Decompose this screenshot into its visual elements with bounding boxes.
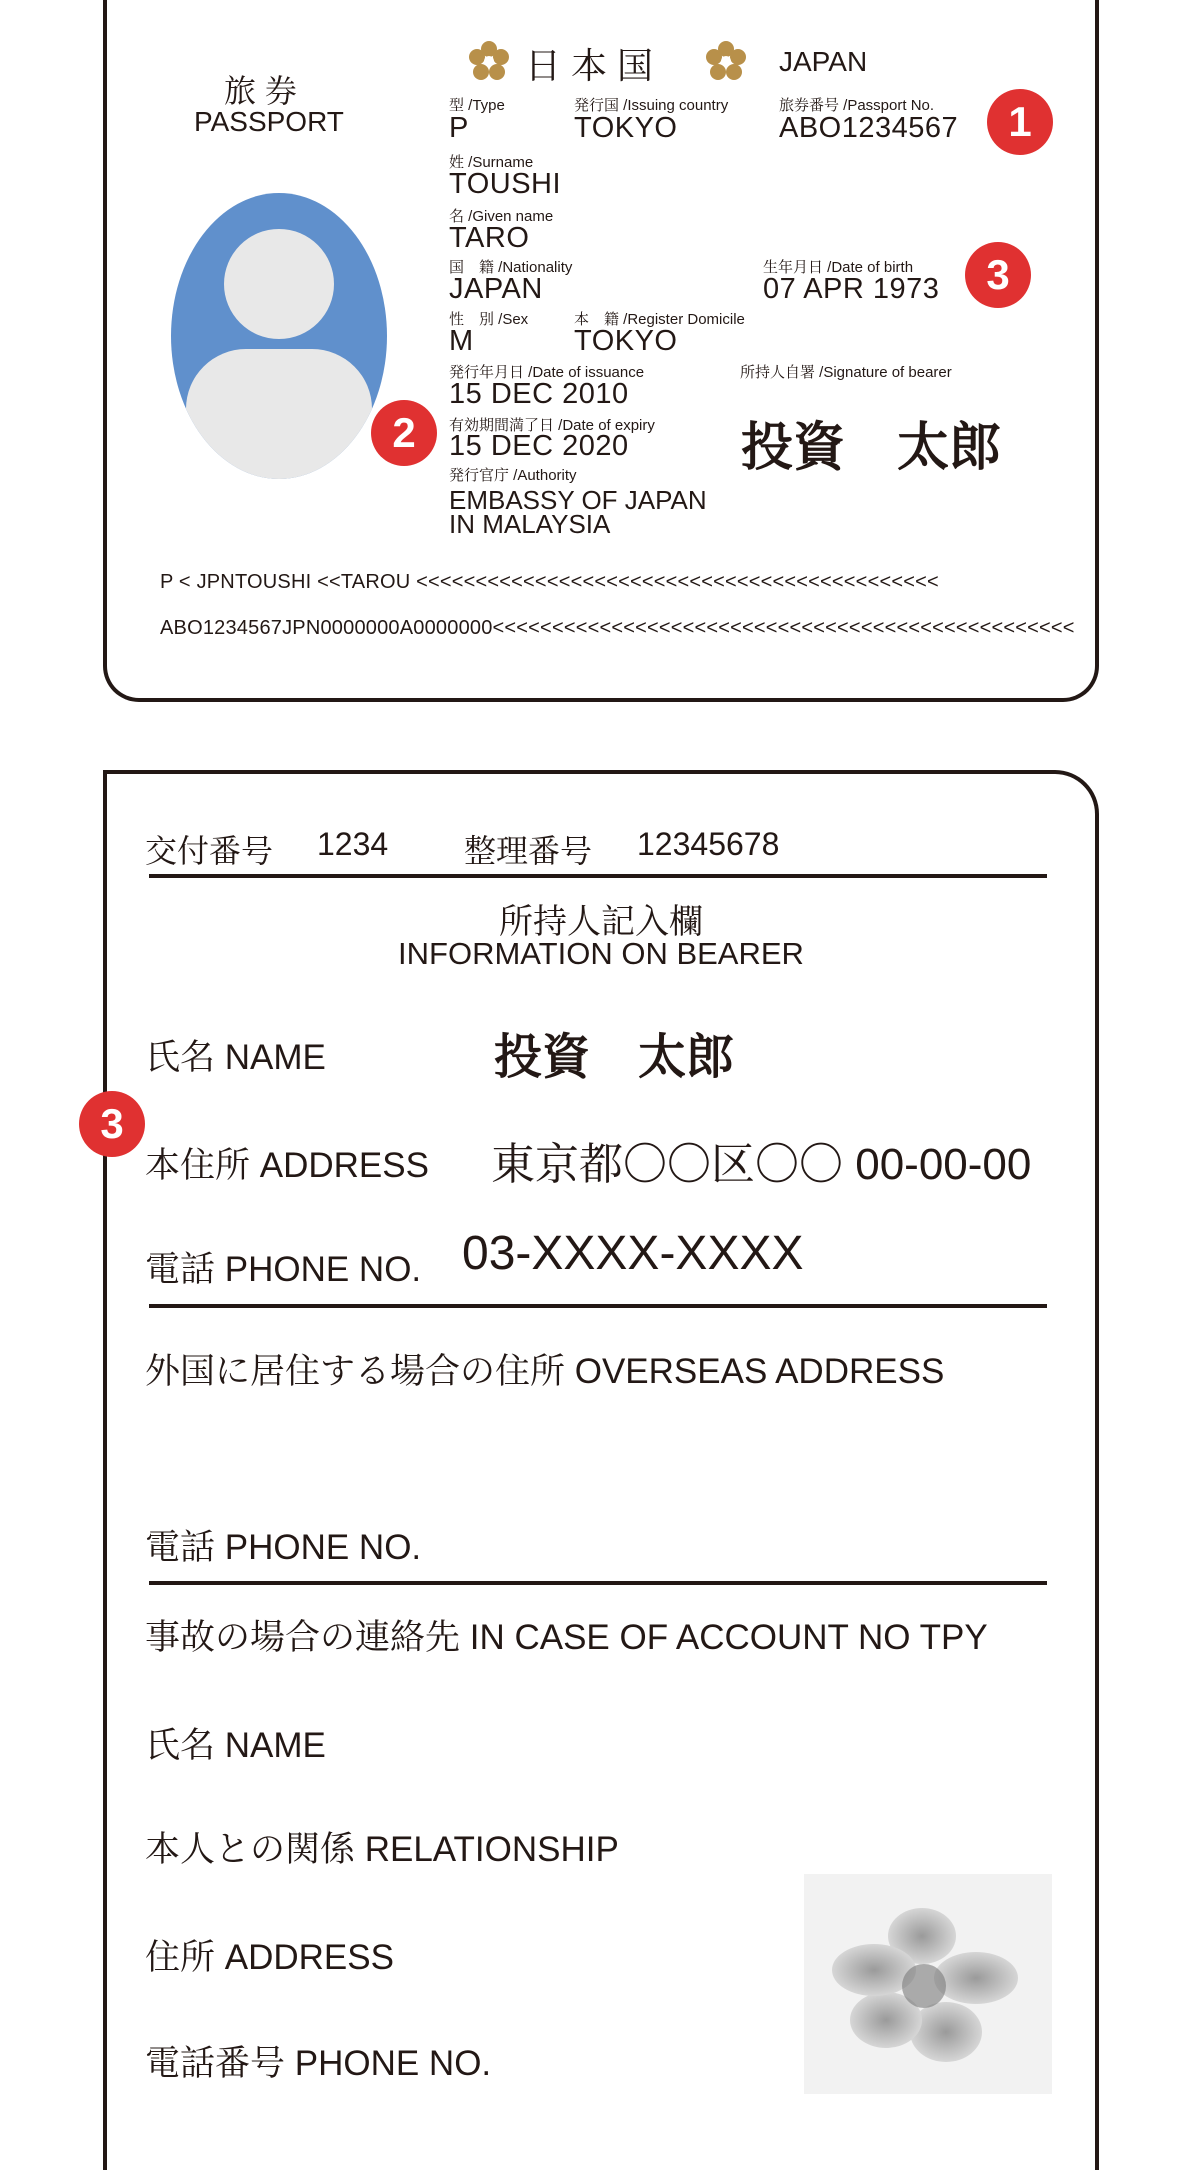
expiry-label: 有効期間満了日 /Date of expiry [449,417,655,434]
country-en: JAPAN [779,46,868,77]
authority-line-1: EMBASSY OF JAPAN [449,485,707,515]
issuance-value: 15 DEC 2010 [449,378,629,410]
type-value: P [449,112,469,144]
callout-badge-3: 3 [79,1091,145,1157]
authority-line-2: IN MALAYSIA [449,509,611,539]
domicile-label: 本 籍 /Register Domicile [574,311,745,328]
koufu-value: 1234 [317,826,389,862]
expiry-value: 15 DEC 2020 [449,430,629,462]
chrysanthemum-icon [705,40,747,82]
passport-no-value: ABO1234567 [779,112,959,144]
phone-label: 電話 PHONE NO. [145,1250,422,1289]
emergency-contact-label: 事故の場合の連絡先 IN CASE OF ACCOUNT NO TPY [145,1618,988,1657]
nationality-label: 国 籍 /Nationality [449,259,573,276]
authority-label: 発行官庁 /Authority [449,467,577,484]
doc-title-en: PASSPORT [194,106,344,137]
emergency-relationship-label: 本人との関係 RELATIONSHIP [145,1830,619,1869]
sex-value: M [449,325,474,357]
nationality-value: JAPAN [449,273,543,305]
koufu-label: 交付番号 [145,833,274,869]
signature-value: 投資 太郎 [741,417,1002,478]
divider [149,1304,1047,1308]
doc-title-jp: 旅 券 [224,73,297,109]
name-label: 氏名 NAME [145,1038,326,1077]
bearer-information-page [100,770,1099,2170]
seiri-value: 12345678 [637,826,780,862]
dob-value: 07 APR 1973 [763,273,940,305]
mrz-line-1: P < JPNTOUSHI <<TAROU <<<<<<<<<<<<<<<<<<<<<<<<<<<<<<<<<<<<<<<<<<<< [160,571,939,593]
divider [149,1581,1047,1585]
given-name-value: TARO [449,222,530,254]
callout-badge-1: 1 [987,89,1053,155]
issuing-label: 発行国 /Issuing country [574,97,729,114]
given-name-label: 名 /Given name [449,208,554,225]
country-jp: 日 本 国 [525,45,654,86]
section-title-jp: 所持人記入欄 [499,903,703,941]
dob-label: 生年月日 /Date of birth [763,259,914,276]
address-label: 本住所 ADDRESS [145,1146,429,1185]
seiri-label: 整理番号 [464,833,593,869]
cherry-blossom-watermark-icon [804,1874,1052,2094]
chrysanthemum-icon [468,40,510,82]
surname-label: 姓 /Surname [449,154,534,171]
surname-value: TOUSHI [449,168,562,200]
overseas-address-label: 外国に居住する場合の住所 OVERSEAS ADDRESS [145,1352,945,1391]
emergency-address-label: 住所 ADDRESS [145,1938,394,1977]
overseas-phone-label: 電話 PHONE NO. [145,1528,422,1567]
sex-label: 性 別 /Sex [449,311,529,328]
divider [149,874,1047,878]
bearer-photo [170,192,388,480]
callout-badge-3: 3 [965,242,1031,308]
name-value: 投資 太郎 [494,1029,735,1085]
emergency-name-label: 氏名 NAME [145,1726,326,1765]
section-title-en: INFORMATION ON BEARER [398,936,804,971]
issuance-label: 発行年月日 /Date of issuance [449,364,645,381]
signature-label: 所持人自署 /Signature of bearer [740,364,952,381]
passport-data-page [103,0,1099,702]
mrz-line-2: ABO1234567JPN0000000A0000000<<<<<<<<<<<<<<<<<<<<<<<<<<<<<<<<<<<<<<<<<<<<<<<<< [160,617,1075,639]
phone-value: 03-XXXX-XXXX [462,1227,804,1280]
emergency-phone-label: 電話番号 PHONE NO. [145,2044,492,2083]
domicile-value: TOKYO [574,325,678,357]
type-label: 型 /Type [449,97,505,114]
address-value: 東京都〇〇区〇〇 00-00-00 [491,1140,1032,1189]
issuing-value: TOKYO [574,112,678,144]
callout-badge-2: 2 [371,400,437,466]
passport-no-label: 旅券番号 /Passport No. [779,97,935,114]
